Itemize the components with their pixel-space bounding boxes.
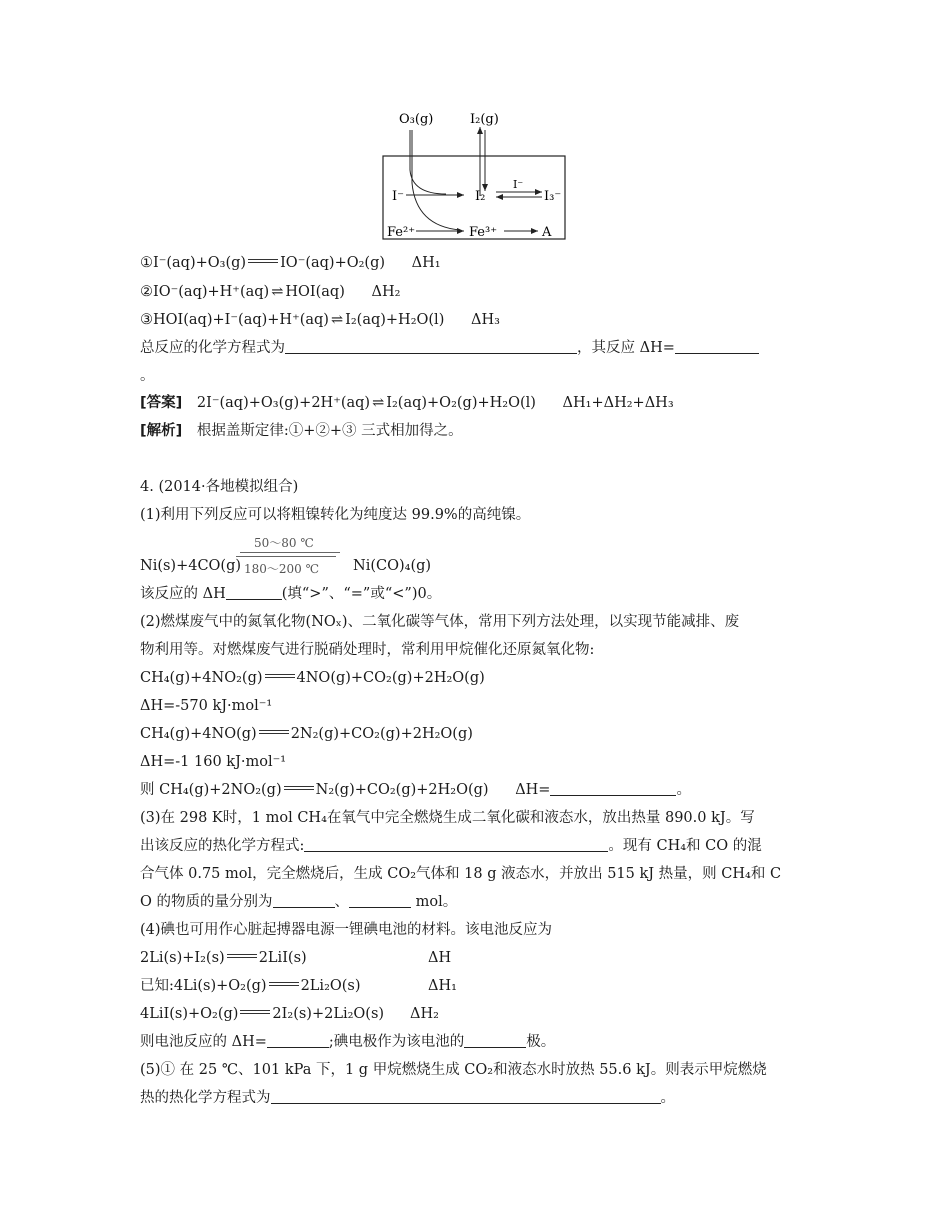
answer-blank[interactable]	[267, 1033, 329, 1048]
answer-blank[interactable]	[464, 1033, 526, 1048]
reaction-2: CH₄(g)+4NO(g) 2N₂(g)+CO₂(g)+2H₂O(g)	[140, 726, 473, 742]
answer-blank[interactable]	[271, 1089, 661, 1104]
q4-part-2a: (2)燃煤废气中的氮氧化物(NOₓ)、二氧化碳等气体，常用下列方法处理，以实现节能减排、废	[140, 614, 740, 630]
question-4-title: 4. (2014·各地模拟组合)	[140, 479, 299, 495]
q4-part-4: (4)碘也可用作心脏起搏器电源一锂碘电池的材料。该电池反应为	[140, 922, 553, 938]
total-end: 。	[140, 368, 155, 384]
q4-part-3a: (3)在 298 K时，1 mol CH₄在氧气中完全燃烧生成二氧化碳和液态水，放出热量 890.0 kJ。写	[140, 810, 755, 826]
equation-2: ②IO⁻(aq)+H⁺(aq) ⇌ HOI(aq) ΔH₂	[140, 284, 401, 300]
answer-blank[interactable]	[285, 339, 577, 354]
nickel-equation: Ni(s)+4CO(g) Ni(CO)₄(g)	[140, 558, 432, 574]
q4-part-1b: 该反应的 ΔH (填“>”、“=”或“<”)0。	[140, 586, 442, 602]
i3-label: I₃⁻	[544, 189, 562, 204]
q4-part-5a: (5)① 在 25 ℃、101 kPa 下，1 g 甲烷燃烧生成 CO₂和液态水时放热 55.6 kJ。则表示甲烷燃烧	[140, 1062, 767, 1078]
a-label: A	[542, 225, 552, 240]
equals-sign	[259, 730, 289, 736]
equals-sign	[240, 1010, 270, 1016]
o3-curve-lower	[412, 130, 460, 230]
q4-part-3b: 出该反应的热化学方程式: 。现有 CH₄和 CO 的混	[140, 838, 762, 854]
q4-part-4b: 则电池反应的 ΔH= ;碘电极作为该电池的 极。	[140, 1034, 556, 1050]
total-reaction-prompt: 总反应的化学方程式为 ，其反应 ΔH=	[140, 338, 759, 358]
q4-part-5b: 热的热化学方程式为 。	[140, 1090, 675, 1106]
reaction-condition: 50～80 ℃ 180～200 ℃	[236, 534, 340, 578]
reaction-1-dh: ΔH=-570 kJ·mol⁻¹	[140, 698, 273, 714]
fe3-label: Fe³⁺	[469, 225, 498, 240]
equals-sign	[265, 674, 295, 680]
equation-3: ③HOI(aq)+I⁻(aq)+H⁺(aq) ⇌ I₂(aq)+H₂O(l) ΔH₃	[140, 312, 500, 328]
known-reaction-2: 4LiI(s)+O₂(g) 2I₂(s)+2Li₂O(s) ΔH₂	[140, 1006, 439, 1022]
equals-sign	[227, 954, 257, 960]
o3-curve-upper	[410, 130, 446, 194]
reaction-3: 则 CH₄(g)+2NO₂(g) N₂(g)+CO₂(g)+2H₂O(g) ΔH= 。	[140, 782, 691, 798]
q4-part-3d: O 的物质的量分别为 、 mol。	[140, 894, 458, 910]
equals-sign	[284, 786, 314, 792]
known-reaction-1: 已知:4Li(s)+O₂(g) 2Li₂O(s) ΔH₁	[140, 978, 457, 994]
q4-part-3c: 合气体 0.75 mol，完全燃烧后，生成 CO₂气体和 18 g 液态水，并放出 515 kJ 热量，则 CH₄和 C	[140, 866, 782, 882]
answer-blank[interactable]	[273, 893, 335, 908]
answer-blank[interactable]	[226, 585, 282, 600]
i-minus-arrow-label: I⁻	[513, 178, 524, 191]
answer-blank[interactable]	[349, 893, 411, 908]
q4-part-2b: 物利用等。对燃煤废气进行脱硝处理时，常利用甲烷催化还原氮氧化物:	[140, 642, 595, 658]
answer-blank[interactable]	[550, 781, 676, 796]
answer-line: [答案] 2I⁻(aq)+O₃(g)+2H⁺(aq) ⇌ I₂(aq)+O₂(g)+H₂O(l) ΔH₁+ΔH₂+ΔH₃	[140, 395, 674, 411]
answer-blank[interactable]	[304, 837, 608, 852]
equals-sign	[269, 982, 299, 988]
fe2-label: Fe²⁺	[387, 225, 416, 240]
equilibrium-arrow: ⇌	[372, 395, 385, 411]
lithium-reaction: 2Li(s)+I₂(s) 2LiI(s) ΔH	[140, 950, 452, 966]
reaction-diagram	[372, 108, 592, 243]
equilibrium-arrow: ⇌	[330, 312, 344, 328]
reaction-1: CH₄(g)+4NO₂(g) 4NO(g)+CO₂(g)+2H₂O(g)	[140, 670, 485, 686]
q4-part-1: (1)利用下列反应可以将粗镍转化为纯度达 99.9%的高纯镍。	[140, 507, 531, 523]
reaction-2-dh: ΔH=-1 160 kJ·mol⁻¹	[140, 754, 287, 770]
i-minus-label: I⁻	[392, 189, 404, 204]
i2g-label: I₂(g)	[470, 112, 499, 127]
analysis-line: [解析] 根据盖斯定律:①+②+③ 三式相加得之。	[140, 423, 463, 439]
i2-label: I₂	[475, 189, 486, 204]
o3-label: O₃(g)	[399, 112, 434, 127]
equals-sign	[248, 259, 278, 265]
equilibrium-arrow: ⇌	[271, 284, 284, 300]
answer-blank[interactable]	[675, 339, 759, 354]
equation-1: ①I⁻(aq)+O₃(g) IO⁻(aq)+O₂(g) ΔH₁	[140, 255, 441, 271]
